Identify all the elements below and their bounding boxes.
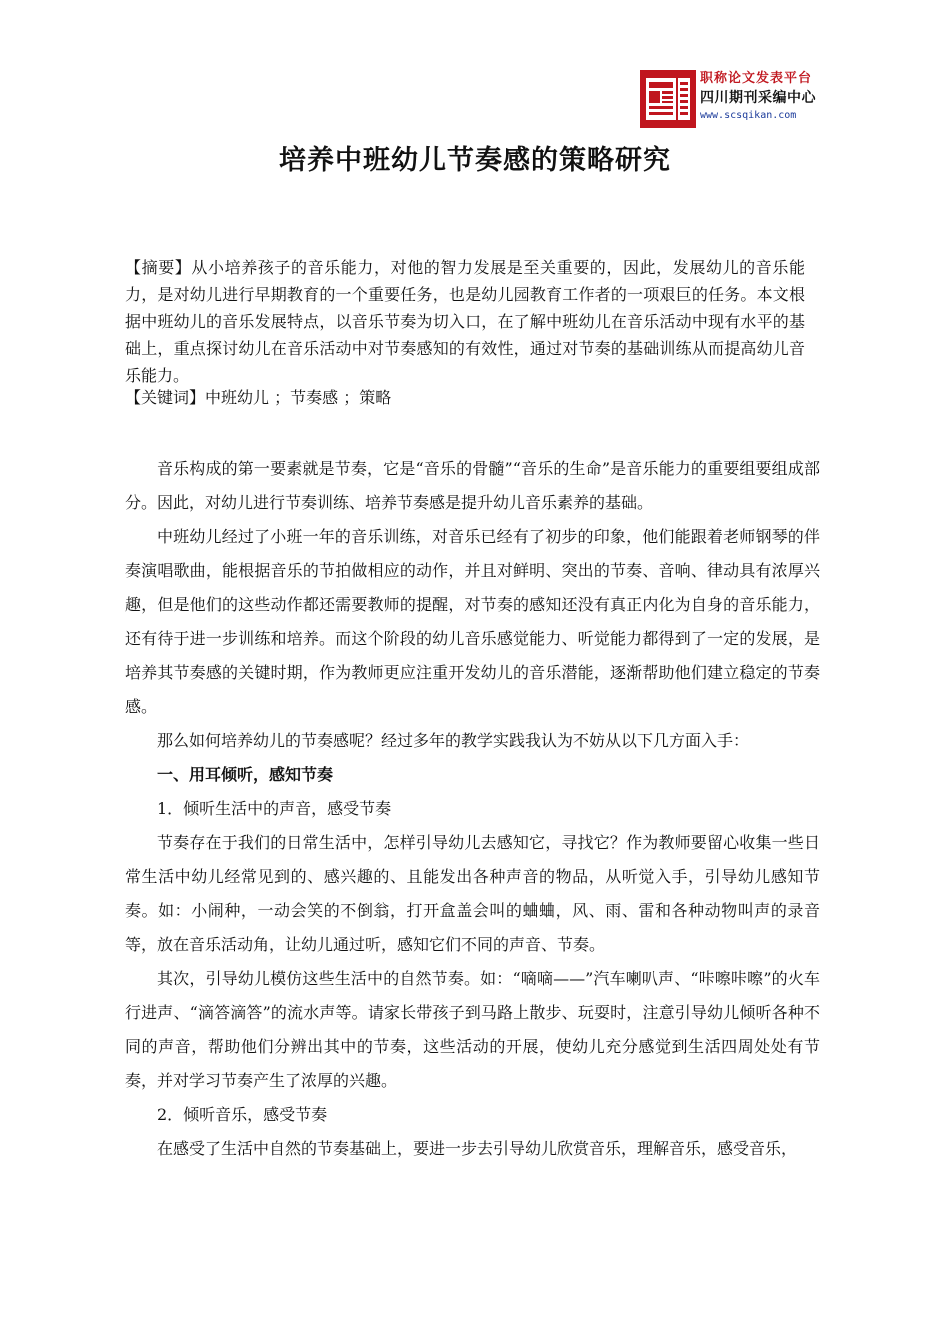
article-body [125, 452, 820, 1166]
abstract [125, 254, 805, 389]
abstract-label: 【摘要】 [125, 258, 192, 277]
subsection-heading: 2．倾听音乐，感受节奏 [157, 1105, 328, 1124]
publisher-logo [640, 70, 830, 132]
logo-url[interactable]: www.scsqikan.com [700, 110, 797, 121]
logo-tagline: 职称论文发表平台 [700, 71, 813, 86]
paragraph: 那么如何培养幼儿的节奏感呢？经过多年的教学实践我认为不妨从以下几方面入手： [157, 731, 750, 750]
paragraph: 其次，引导幼儿模仿这些生活中的自然节奏。如：“嘀嘀——”汽车喇叭声、“咔嚓咔嚓”的火车行进声、“滴答滴答”的流水声等。请家长带孩子到马路上散步、玩耍时，注意引导幼儿倾听各种不同的声音，帮助他们分辨出其中的节奏，这些活动的开展，使幼儿充分感觉到生活四周处处有节奏，并对学习节奏产生了浓厚的兴趣。 [125, 969, 820, 1090]
logo-name: 四川期刊采编中心 [700, 90, 816, 106]
paragraph: 节奏存在于我们的日常生活中，怎样引导幼儿去感知它，寻找它？作为教师要留心收集一些日常生活中幼儿经常见到的、感兴趣的、且能发出各种声音的物品，从听觉入手，引导幼儿感知节奏。如：小闹种，一动会笑的不倒翁，打开盒盖会叫的蛐蛐，风、雨、雷和各种动物叫声的录音等，放在音乐活动角，让幼儿通过听，感知它们不同的声音、节奏。 [125, 833, 820, 954]
keywords-text: 中班幼儿 ；节奏感 ；策略 [205, 388, 392, 407]
section-heading: 一、用耳倾听，感知节奏 [157, 765, 334, 784]
paragraph: 音乐构成的第一要素就是节奏，它是“音乐的骨髓”“音乐的生命”是音乐能力的重要组要组成部分。因此，对幼儿进行节奏训练、培养节奏感是提升幼儿音乐素养的基础。 [125, 459, 820, 512]
paragraph: 在感受了生活中自然的节奏基础上，要进一步去引导幼儿欣赏音乐，理解音乐，感受音乐， [157, 1139, 798, 1158]
subsection-heading: 1．倾听生活中的声音，感受节奏 [157, 799, 392, 818]
abstract-text: 从小培养孩子的音乐能力，对他的智力发展是至关重要的，因此，发展幼儿的音乐能力，是对幼儿进行早期教育的一个重要任务，也是幼儿园教育工作者的一项艰巨的任务。本文根据中班幼儿的音乐发展特点，以音乐节奏为切入口，在了解中班幼儿在音乐活动中现有水平的基础上，重点探讨幼儿在音乐活动中对节奏感知的有效性，通过对节奏的基础训练从而提高幼儿音乐能力。 [125, 258, 805, 385]
newspaper-icon [640, 70, 696, 128]
paragraph: 中班幼儿经过了小班一年的音乐训练，对音乐已经有了初步的印象，他们能跟着老师钢琴的伴奏演唱歌曲，能根据音乐的节拍做相应的动作，并且对鲜明、突出的节奏、音响、律动具有浓厚兴趣，但是他们的这些动作都还需要教师的提醒，对节奏的感知还没有真正内化为自身的音乐能力，还有待于进一步训练和培养。而这个阶段的幼儿音乐感觉能力、听觉能力都得到了一定的发展，是培养其节奏感的关键时期，作为教师更应注重开发幼儿的音乐潜能，逐渐帮助他们建立稳定的节奏感。 [125, 527, 820, 716]
page-title: 培养中班幼儿节奏感的策略研究 [279, 145, 671, 176]
keywords [125, 384, 805, 411]
logo-text [700, 70, 830, 124]
keywords-label: 【关键词】 [125, 388, 206, 407]
